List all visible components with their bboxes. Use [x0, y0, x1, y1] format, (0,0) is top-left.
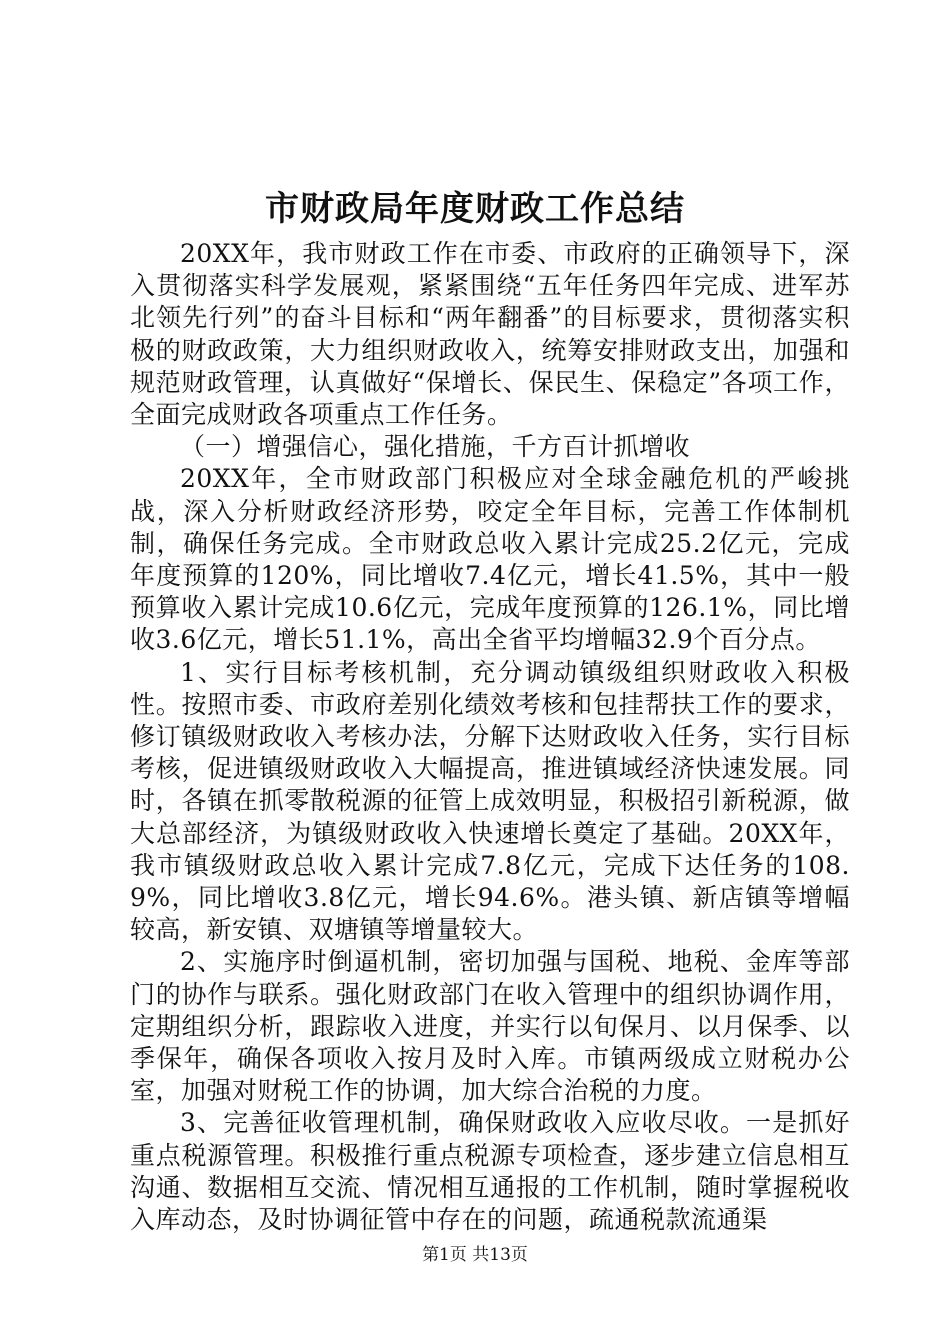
document-body	[130, 238, 850, 1236]
paragraph-item-2: 2、实施序时倒逼机制，密切加强与国税、地税、金库等部门的协作与联系。强化财政部门在收入管理中的组织协调作用，定期组织分析，跟踪收入进度，并实行以旬保月、以月保季、以季保年，确保各项收入按月及时入库。市镇两级成立财税办公室，加强对财税工作的协调，加大综合治税的力度。	[130, 947, 850, 1106]
page-title: 市财政局年度财政工作总结	[265, 189, 685, 229]
paragraph-item-3: 3、完善征收管理机制，确保财政收入应收尽收。一是抓好重点税源管理。积极推行重点税源专项检查，逐步建立信息相互沟通、数据相互交流、情况相互通报的工作机制，随时掌握税收入库动态，及时协调征管中存在的问题，疏通税款流通渠	[130, 1108, 850, 1235]
section-heading: （一）增强信心，强化措施，千方百计抓增收	[180, 432, 691, 462]
paragraph-item-1: 1、实行目标考核机制，充分调动镇级组织财政收入积极性。按照市委、市政府差别化绩效考核和包挂帮扶工作的要求，修订镇级财政收入考核办法，分解下达财政收入任务，实行目标考核，促进镇级财政收入大幅提高，推进镇域经济快速发展。同时，各镇在抓零散税源的征管上成效明显，积极招引新税源，做大总部经济，为镇级财政收入快速增长奠定了基础。20XX年，我市镇级财政总收入累计完成7.8亿元，完成下达任务的108.9%，同比增收3.8亿元，增长94.6%。港头镇、新店镇等增幅较高，新安镇、双塘镇等增量较大。	[130, 657, 850, 945]
paragraph-revenue-summary: 20XX年，全市财政部门积极应对全球金融危机的严峻挑战，深入分析财政经济形势，咬定全年目标，完善工作体制机制，确保任务完成。全市财政总收入累计完成25.2亿元，完成年度预算的120%，同比增收7.4亿元，增长41.5%，其中一般预算收入累计完成10.6亿元，完成年度预算的126.1%，同比增收3.6亿元，增长51.1%，高出全省平均增幅32.9个百分点。	[130, 464, 850, 655]
page-number-footer: 第1页 共13页	[422, 1245, 528, 1265]
paragraph-intro: 20XX年，我市财政工作在市委、市政府的正确领导下，深入贯彻落实科学发展观，紧紧围绕“五年任务四年完成、进军苏北领先行列”的奋斗目标和“两年翻番”的目标要求，贯彻落实积极的财政政策，大力组织财政收入，统筹安排财政支出，加强和规范财政管理，认真做好“保增长、保民生、保稳定”各项工作，全面完成财政各项重点工作任务。	[130, 239, 850, 430]
